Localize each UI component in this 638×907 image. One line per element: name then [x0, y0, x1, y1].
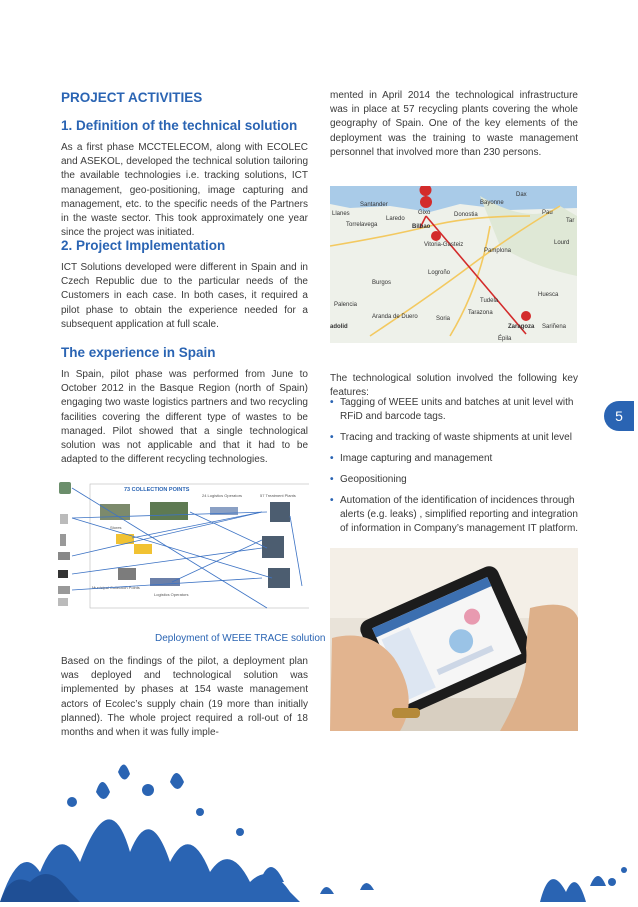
feature-item: • Geopositioning: [330, 473, 580, 487]
warehouse-building: [150, 502, 188, 520]
diagram-logistics: 24 Logistics Operators: [202, 493, 243, 498]
page-number: 5: [604, 401, 634, 431]
heading-implementation: 2. Project Implementation: [61, 238, 226, 253]
svg-text:Torrelavega: Torrelavega: [346, 222, 378, 228]
para-implementation: ICT Solutions developed were different in Spain and in Czech Republic due to the particular needs of the Customers in each case. In both cases, it required a pilot phase to obtain the experience needed for a subsequent application at full scale.: [61, 262, 308, 330]
svg-text:Soria: Soria: [436, 316, 451, 322]
heading-project-activities: PROJECT ACTIVITIES: [61, 90, 203, 105]
feature-item: • Tracing and tracking of waste shipments at unit level: [330, 431, 580, 445]
feature-item: • Image capturing and management: [330, 452, 580, 466]
svg-text:Tar: Tar: [566, 218, 575, 224]
svg-text:Vitoria-Gasteiz: Vitoria-Gasteiz: [424, 242, 464, 248]
svg-text:Burgos: Burgos: [372, 280, 392, 286]
para-continued: mented in April 2014 the technological infrastructure was in place at 57 recycling plants covering the whole geography of Spain. One of the key elements of the deployment was the training to waste management personnel that involved more than 230 persons.: [330, 90, 578, 158]
svg-text:Bayonne: Bayonne: [480, 200, 504, 206]
diagram-caption: Deployment of WEEE TRACE solution: [155, 633, 326, 644]
diagram-icons-left: [58, 482, 71, 606]
para-spain: In Spain, pilot phase was performed from June to October 2012 in the Basque Region (north of Spain) engaging two waste logistics partners and two recycling facilities covering the different type of wastes to be managed. Pilot showed that a single technological solution was not applicable and that it had to be adapted to the different recycling technologies.: [61, 369, 308, 466]
svg-text:Bilbao: Bilbao: [412, 224, 431, 230]
svg-text:Pamplona: Pamplona: [484, 248, 512, 254]
svg-text:Laredo: Laredo: [386, 216, 405, 222]
svg-text:Palencia: Palencia: [334, 302, 358, 308]
svg-text:Santander: Santander: [360, 202, 388, 208]
svg-text:Donostia: Donostia: [454, 212, 478, 218]
svg-text:Tarazona: Tarazona: [468, 310, 493, 316]
footer-decoration: [0, 762, 638, 902]
heading-spain: The experience in Spain: [61, 345, 216, 360]
svg-text:Dax: Dax: [516, 192, 527, 198]
svg-text:Sariñena: Sariñena: [542, 324, 567, 330]
features-intro: The technological solution involved the following key features:: [330, 373, 578, 399]
svg-text:adolid: adolid: [330, 324, 348, 330]
plant-top: [270, 502, 290, 522]
municipal-building: [118, 568, 136, 580]
svg-text:Llanes: Llanes: [332, 211, 350, 217]
diagram-stores: Stores: [110, 525, 122, 530]
svg-text:Tudela: Tudela: [480, 298, 499, 304]
svg-text:Pau: Pau: [542, 210, 553, 216]
deployment-diagram: [52, 478, 309, 623]
para-deployment: Based on the findings of the pilot, a deployment plan was deployed and technological solution was implemented by phases at 154 waste management actors of Ecolec’s supply chain (19 more than initially planned). The whole project required a roll-out of 18 months and when it was fully imple-: [61, 656, 308, 739]
svg-text:Lourd: Lourd: [554, 240, 570, 246]
diagram-title: 73 COLLECTION POINTS: [124, 487, 190, 493]
svg-text:Zaragoza: Zaragoza: [508, 324, 535, 330]
para-definition: As a first phase MCCTELECOM, along with ECOLEC and ASEKOL, developed the technical solution tailoring the available technologies i.e. tracking solutions, ICT management, geo-positioning, image capturing and management, etc. to the specific needs of the Partners in the waste sector. This took approximately one year since the project was initiated.: [61, 142, 308, 239]
svg-text:Gixo: Gixo: [418, 210, 431, 216]
svg-text:Épila: Épila: [498, 336, 512, 342]
diagram-municipal: Municipal Collection Points: [92, 585, 140, 590]
features-list: [330, 396, 580, 543]
route-map: [330, 186, 577, 343]
van-2: [134, 544, 152, 554]
svg-text:Aranda de Duero: Aranda de Duero: [372, 314, 418, 320]
heading-definition: 1. Definition of the technical solution: [61, 118, 298, 133]
svg-text:Huesca: Huesca: [538, 292, 559, 298]
diagram-logistics-bottom: Logistics Operators: [154, 592, 189, 597]
feature-item: • Automation of the identification of incidences through alerts (e.g. leaks) , simplified reporting and integration of information in Company’s management IT platform.: [330, 494, 580, 536]
feature-item: • Tagging of WEEE units and batches at unit level with RFiD and barcode tags.: [330, 396, 580, 424]
diagram-treatment: 57 Treatment Plants: [260, 493, 296, 498]
tablet-photo: [330, 548, 578, 731]
svg-text:Logroño: Logroño: [428, 270, 451, 276]
store-building: [100, 504, 130, 520]
watch-band: [392, 708, 420, 718]
